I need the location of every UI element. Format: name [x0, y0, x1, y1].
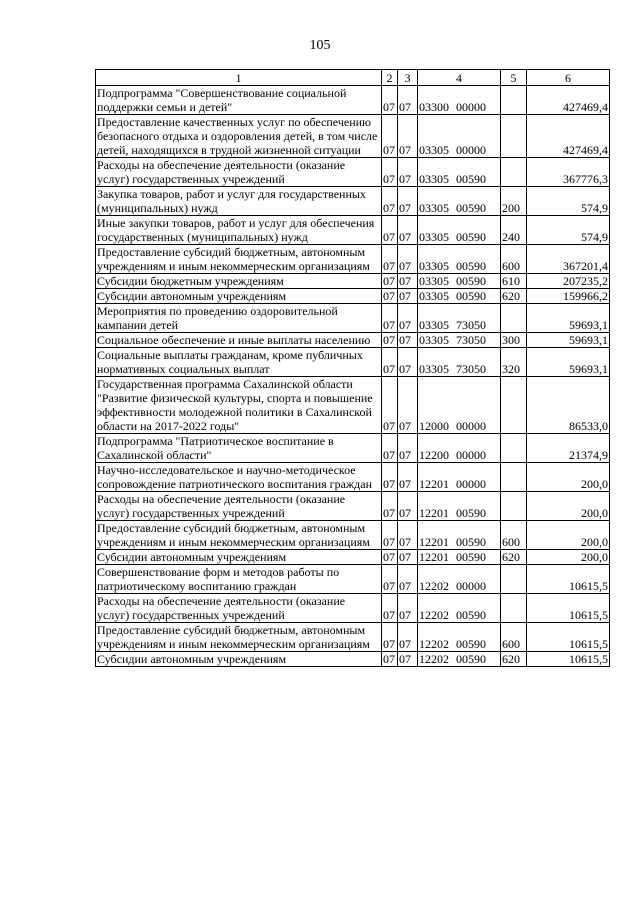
row-target-article — [418, 463, 501, 492]
target-article-program-part: 03305 — [419, 289, 449, 303]
table-row — [96, 304, 610, 333]
page-number: 105 — [309, 38, 331, 53]
row-name: Расходы на обеспечение деятельности (оказание услуг) государственных учреждений — [96, 492, 382, 521]
row-name: Научно-исследовательское и научно-методическое сопровождение патриотического воспитания граждан — [96, 463, 382, 492]
row-amount: 10615,5 — [527, 623, 610, 652]
target-article-direction-part: 73050 — [456, 333, 486, 347]
row-name: Субсидии автономным учреждениям — [96, 550, 382, 565]
row-expense-type — [501, 565, 527, 594]
row-target-article — [418, 550, 501, 565]
row-name: Предоставление субсидий бюджетным, автономным учреждениям и иным некоммерческим организациям — [96, 245, 382, 274]
row-amount: 200,0 — [527, 492, 610, 521]
target-article-program-part: 12200 — [419, 448, 449, 462]
row-section-code: 07 — [382, 245, 398, 274]
target-article-direction-part: 00000 — [456, 477, 486, 491]
row-expense-type: 240 — [501, 216, 527, 245]
row-name: Расходы на обеспечение деятельности (оказание услуг) государственных учреждений — [96, 158, 382, 187]
row-name: Предоставление качественных услуг по обеспечению безопасного отдыха и оздоровления детей, в том числе детей, находящихся в трудной жизненной ситуации — [96, 115, 382, 158]
row-section-code: 07 — [382, 274, 398, 289]
table-row — [96, 348, 610, 377]
row-name: Субсидии бюджетным учреждениям — [96, 274, 382, 289]
target-article-direction-part: 00590 — [456, 506, 486, 520]
table-row — [96, 594, 610, 623]
row-target-article — [418, 289, 501, 304]
header-cell-prz: 3 — [398, 70, 418, 86]
row-expense-type — [501, 115, 527, 158]
row-amount: 59693,1 — [527, 348, 610, 377]
target-article-direction-part: 00590 — [456, 289, 486, 303]
row-name: Подпрограмма "Совершенствование социальной поддержки семьи и детей" — [96, 86, 382, 115]
row-subsection-code: 07 — [398, 333, 418, 348]
row-section-code: 07 — [382, 187, 398, 216]
table-row — [96, 652, 610, 667]
row-expense-type: 600 — [501, 521, 527, 550]
row-name: Иные закупки товаров, работ и услуг для обеспечения государственных (муниципальных) нужд — [96, 216, 382, 245]
row-amount: 10615,5 — [527, 594, 610, 623]
row-expense-type — [501, 86, 527, 115]
row-target-article — [418, 434, 501, 463]
row-amount: 86533,0 — [527, 377, 610, 434]
row-section-code: 07 — [382, 216, 398, 245]
row-target-article — [418, 652, 501, 667]
row-expense-type: 600 — [501, 245, 527, 274]
row-target-article — [418, 377, 501, 434]
row-name: Предоставление субсидий бюджетным, автономным учреждениям и иным некоммерческим организациям — [96, 521, 382, 550]
target-article-direction-part: 00590 — [456, 652, 486, 666]
row-subsection-code: 07 — [398, 115, 418, 158]
target-article-direction-part: 00590 — [456, 637, 486, 651]
target-article-program-part: 12201 — [419, 506, 449, 520]
target-article-program-part: 12202 — [419, 608, 449, 622]
row-section-code: 07 — [382, 348, 398, 377]
header-cell-csr: 4 — [418, 70, 501, 86]
row-name: Расходы на обеспечение деятельности (оказание услуг) государственных учреждений — [96, 594, 382, 623]
row-amount: 21374,9 — [527, 434, 610, 463]
row-subsection-code: 07 — [398, 187, 418, 216]
table-row — [96, 550, 610, 565]
table-row — [96, 521, 610, 550]
target-article-program-part: 03300 — [419, 100, 449, 114]
row-subsection-code: 07 — [398, 289, 418, 304]
table-row — [96, 434, 610, 463]
row-expense-type — [501, 434, 527, 463]
target-article-program-part: 12000 — [419, 419, 449, 433]
target-article-direction-part: 00590 — [456, 535, 486, 549]
row-expense-type: 320 — [501, 348, 527, 377]
row-amount: 59693,1 — [527, 333, 610, 348]
row-subsection-code: 07 — [398, 434, 418, 463]
table-row — [96, 245, 610, 274]
row-section-code: 07 — [382, 434, 398, 463]
target-article-program-part: 12201 — [419, 550, 449, 564]
row-amount: 59693,1 — [527, 304, 610, 333]
row-section-code: 07 — [382, 86, 398, 115]
row-name: Субсидии автономным учреждениям — [96, 289, 382, 304]
table-row — [96, 289, 610, 304]
budget-table — [95, 69, 610, 667]
target-article-direction-part: 00590 — [456, 259, 486, 273]
row-subsection-code: 07 — [398, 521, 418, 550]
row-expense-type — [501, 377, 527, 434]
row-expense-type — [501, 594, 527, 623]
row-target-article — [418, 521, 501, 550]
target-article-direction-part: 00000 — [456, 100, 486, 114]
target-article-direction-part: 00590 — [456, 608, 486, 622]
row-amount: 427469,4 — [527, 86, 610, 115]
header-row — [96, 70, 610, 86]
table-row — [96, 463, 610, 492]
row-target-article — [418, 565, 501, 594]
target-article-direction-part: 00590 — [456, 230, 486, 244]
table-row — [96, 333, 610, 348]
target-article-direction-part: 00590 — [456, 172, 486, 186]
row-section-code: 07 — [382, 115, 398, 158]
target-article-program-part: 12202 — [419, 579, 449, 593]
row-amount: 367201,4 — [527, 245, 610, 274]
target-article-direction-part: 00000 — [456, 143, 486, 157]
row-amount: 367776,3 — [527, 158, 610, 187]
row-subsection-code: 07 — [398, 652, 418, 667]
target-article-program-part: 03305 — [419, 172, 449, 186]
table-row — [96, 187, 610, 216]
row-amount: 574,9 — [527, 187, 610, 216]
target-article-direction-part: 00590 — [456, 550, 486, 564]
row-section-code: 07 — [382, 304, 398, 333]
target-article-program-part: 03305 — [419, 259, 449, 273]
row-amount: 159966,2 — [527, 289, 610, 304]
row-name: Подпрограмма "Патриотическое воспитание в Сахалинской области" — [96, 434, 382, 463]
row-subsection-code: 07 — [398, 463, 418, 492]
header-cell-sum: 6 — [527, 70, 610, 86]
row-name: Предоставление субсидий бюджетным, автономным учреждениям и иным некоммерческим организациям — [96, 623, 382, 652]
row-target-article — [418, 348, 501, 377]
row-target-article — [418, 333, 501, 348]
target-article-direction-part: 00590 — [456, 274, 486, 288]
row-expense-type — [501, 304, 527, 333]
row-amount: 207235,2 — [527, 274, 610, 289]
row-subsection-code: 07 — [398, 158, 418, 187]
row-target-article — [418, 187, 501, 216]
row-amount: 10615,5 — [527, 652, 610, 667]
table-row — [96, 623, 610, 652]
row-subsection-code: 07 — [398, 274, 418, 289]
row-target-article — [418, 304, 501, 333]
target-article-program-part: 03305 — [419, 333, 449, 347]
target-article-direction-part: 00000 — [456, 419, 486, 433]
row-name: Социальные выплаты гражданам, кроме публичных нормативных социальных выплат — [96, 348, 382, 377]
row-section-code: 07 — [382, 550, 398, 565]
row-section-code: 07 — [382, 565, 398, 594]
table-row — [96, 86, 610, 115]
row-section-code: 07 — [382, 463, 398, 492]
table-row — [96, 115, 610, 158]
row-subsection-code: 07 — [398, 304, 418, 333]
table-row — [96, 565, 610, 594]
row-amount: 10615,5 — [527, 565, 610, 594]
row-expense-type: 620 — [501, 289, 527, 304]
target-article-direction-part: 73050 — [456, 318, 486, 332]
row-target-article — [418, 216, 501, 245]
row-target-article — [418, 245, 501, 274]
row-section-code: 07 — [382, 652, 398, 667]
row-amount: 574,9 — [527, 216, 610, 245]
header-cell-rz: 2 — [382, 70, 398, 86]
row-amount: 200,0 — [527, 550, 610, 565]
row-target-article — [418, 158, 501, 187]
target-article-direction-part: 73050 — [456, 362, 486, 376]
row-expense-type — [501, 158, 527, 187]
table-row — [96, 492, 610, 521]
row-section-code: 07 — [382, 158, 398, 187]
row-subsection-code: 07 — [398, 565, 418, 594]
row-expense-type: 600 — [501, 623, 527, 652]
row-section-code: 07 — [382, 623, 398, 652]
target-article-program-part: 12201 — [419, 535, 449, 549]
row-expense-type: 610 — [501, 274, 527, 289]
target-article-program-part: 03305 — [419, 201, 449, 215]
row-subsection-code: 07 — [398, 377, 418, 434]
row-subsection-code: 07 — [398, 594, 418, 623]
row-section-code: 07 — [382, 492, 398, 521]
target-article-program-part: 03305 — [419, 230, 449, 244]
target-article-program-part: 12202 — [419, 637, 449, 651]
row-name: Субсидии автономным учреждениям — [96, 652, 382, 667]
header-cell-vr: 5 — [501, 70, 527, 86]
row-expense-type — [501, 463, 527, 492]
row-subsection-code: 07 — [398, 550, 418, 565]
row-amount: 200,0 — [527, 463, 610, 492]
table-row — [96, 216, 610, 245]
row-section-code: 07 — [382, 289, 398, 304]
row-subsection-code: 07 — [398, 492, 418, 521]
row-amount: 427469,4 — [527, 115, 610, 158]
row-section-code: 07 — [382, 377, 398, 434]
row-target-article — [418, 115, 501, 158]
row-subsection-code: 07 — [398, 245, 418, 274]
row-section-code: 07 — [382, 594, 398, 623]
row-expense-type: 200 — [501, 187, 527, 216]
row-target-article — [418, 594, 501, 623]
row-expense-type: 620 — [501, 550, 527, 565]
row-target-article — [418, 623, 501, 652]
row-name: Государственная программа Сахалинской области "Развитие физической культуры, спорта и повышение эффективности молодежной политики в Сахалинской области на 2017-2022 годы" — [96, 377, 382, 434]
row-name: Совершенствование форм и методов работы по патриотическому воспитанию граждан — [96, 565, 382, 594]
target-article-direction-part: 00590 — [456, 201, 486, 215]
target-article-program-part: 12202 — [419, 652, 449, 666]
row-expense-type: 300 — [501, 333, 527, 348]
row-expense-type — [501, 492, 527, 521]
row-expense-type: 620 — [501, 652, 527, 667]
row-section-code: 07 — [382, 521, 398, 550]
row-subsection-code: 07 — [398, 86, 418, 115]
row-name: Закупка товаров, работ и услуг для государственных (муниципальных) нужд — [96, 187, 382, 216]
header-cell-name: 1 — [96, 70, 382, 86]
row-target-article — [418, 492, 501, 521]
target-article-program-part: 12201 — [419, 477, 449, 491]
target-article-program-part: 03305 — [419, 318, 449, 332]
row-target-article — [418, 274, 501, 289]
row-amount: 200,0 — [527, 521, 610, 550]
row-target-article — [418, 86, 501, 115]
row-subsection-code: 07 — [398, 348, 418, 377]
row-name: Социальное обеспечение и иные выплаты населению — [96, 333, 382, 348]
target-article-direction-part: 00000 — [456, 448, 486, 462]
target-article-program-part: 03305 — [419, 143, 449, 157]
row-name: Мероприятия по проведению оздоровительной кампании детей — [96, 304, 382, 333]
target-article-program-part: 03305 — [419, 274, 449, 288]
table-row — [96, 158, 610, 187]
table-row — [96, 274, 610, 289]
row-subsection-code: 07 — [398, 216, 418, 245]
target-article-program-part: 03305 — [419, 362, 449, 376]
row-section-code: 07 — [382, 333, 398, 348]
table-row — [96, 377, 610, 434]
row-subsection-code: 07 — [398, 623, 418, 652]
target-article-direction-part: 00000 — [456, 579, 486, 593]
